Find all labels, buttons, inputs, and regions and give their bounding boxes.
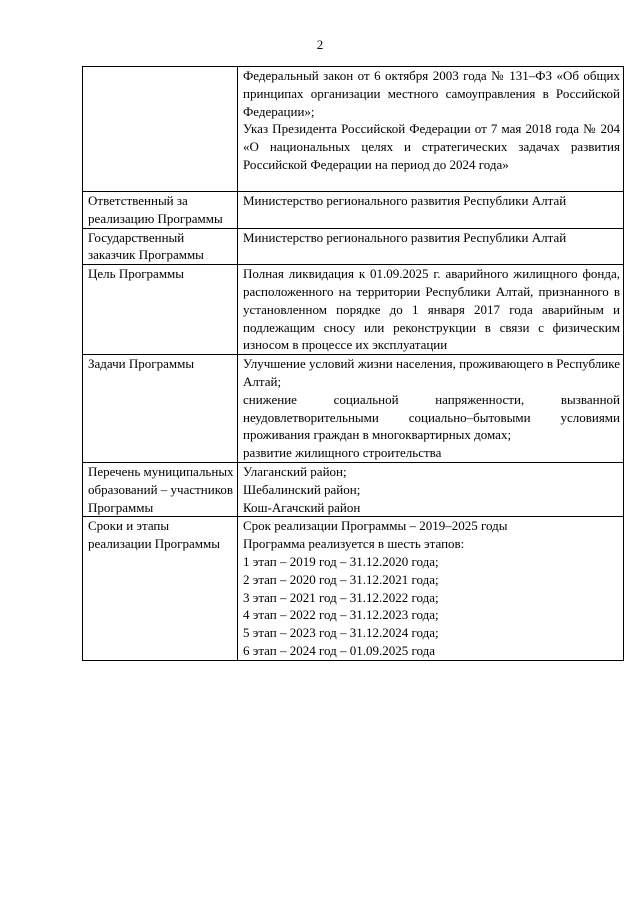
row-value — [238, 192, 624, 229]
value-line: Министерство регионального развития Республики Алтай — [243, 229, 567, 245]
value-line: Указ Президента Российской Федерации от 7 мая 2018 года № 204 «О национальных целях и стратегических задачах развития Российской Федерации на период до 2024 года» — [243, 121, 620, 172]
value-line: Министерство регионального развития Республики Алтай — [243, 193, 567, 208]
table-row-municipalities — [83, 462, 624, 516]
value-line: 5 этап – 2023 год – 31.12.2024 года; — [243, 625, 439, 641]
value-line: Шебалинский район; — [243, 481, 361, 497]
table-row-customer — [83, 228, 624, 265]
row-label: Задачи Программы — [83, 355, 238, 463]
row-label: Ответственный за реализацию Программы — [83, 192, 238, 229]
row-label: Государственный заказчик Программы — [83, 228, 238, 265]
table-row-goal — [83, 265, 624, 355]
row-value — [238, 67, 624, 192]
row-label: Перечень муниципальных образований – участников Программы — [83, 462, 238, 516]
row-value — [238, 517, 624, 660]
row-value — [238, 228, 624, 265]
row-value — [238, 462, 624, 516]
value-line: Федеральный закон от 6 октября 2003 года № 131–ФЗ «Об общих принципах организации местного самоуправления в Российской Федерации»; — [243, 68, 620, 119]
table-row-responsible — [83, 192, 624, 229]
value-line: 6 этап – 2024 год – 01.09.2025 года — [243, 642, 435, 658]
row-label: Цель Программы — [83, 265, 238, 355]
value-line: 3 этап – 2021 год – 31.12.2022 года; — [243, 589, 439, 605]
value-line: развитие жилищного строительства — [243, 445, 442, 461]
row-value — [238, 265, 624, 355]
row-value — [238, 355, 624, 463]
program-passport-table — [82, 66, 624, 661]
program-passport-body — [83, 67, 624, 661]
value-line: Срок реализации Программы – 2019–2025 годы — [243, 518, 508, 534]
value-line: Улучшение условий жизни населения, проживающего в Республике Алтай; — [243, 356, 620, 389]
value-line: Улаганский район; — [243, 463, 347, 479]
row-label: Сроки и этапы реализации Программы — [83, 517, 238, 660]
value-line: 1 этап – 2019 год – 31.12.2020 года; — [243, 553, 439, 569]
table-row-legal-basis — [83, 67, 624, 192]
value-line: 2 этап – 2020 год – 31.12.2021 года; — [243, 571, 439, 587]
value-line: Кош-Агачский район — [243, 499, 361, 515]
value-line: Полная ликвидация к 01.09.2025 г. аварийного жилищного фонда, расположенного на территории Республики Алтай, признанного в установленном порядке до 1 января 2017 года аварийным и подлежащим сносу или реконструкции в связи с физическим износом в процессе их эксплуатации — [243, 266, 620, 353]
value-line: Программа реализуется в шесть этапов: — [243, 536, 465, 552]
value-line: 4 этап – 2022 год – 31.12.2023 года; — [243, 607, 439, 623]
table-row-timeline — [83, 517, 624, 660]
page-number: 2 — [316, 37, 324, 52]
value-line: снижение социальной напряженности, вызванной неудовлетворительными социально–бытовыми условиями проживания граждан в многоквартирных домах; — [243, 391, 620, 443]
table-row-tasks — [83, 355, 624, 463]
row-label — [83, 67, 238, 192]
